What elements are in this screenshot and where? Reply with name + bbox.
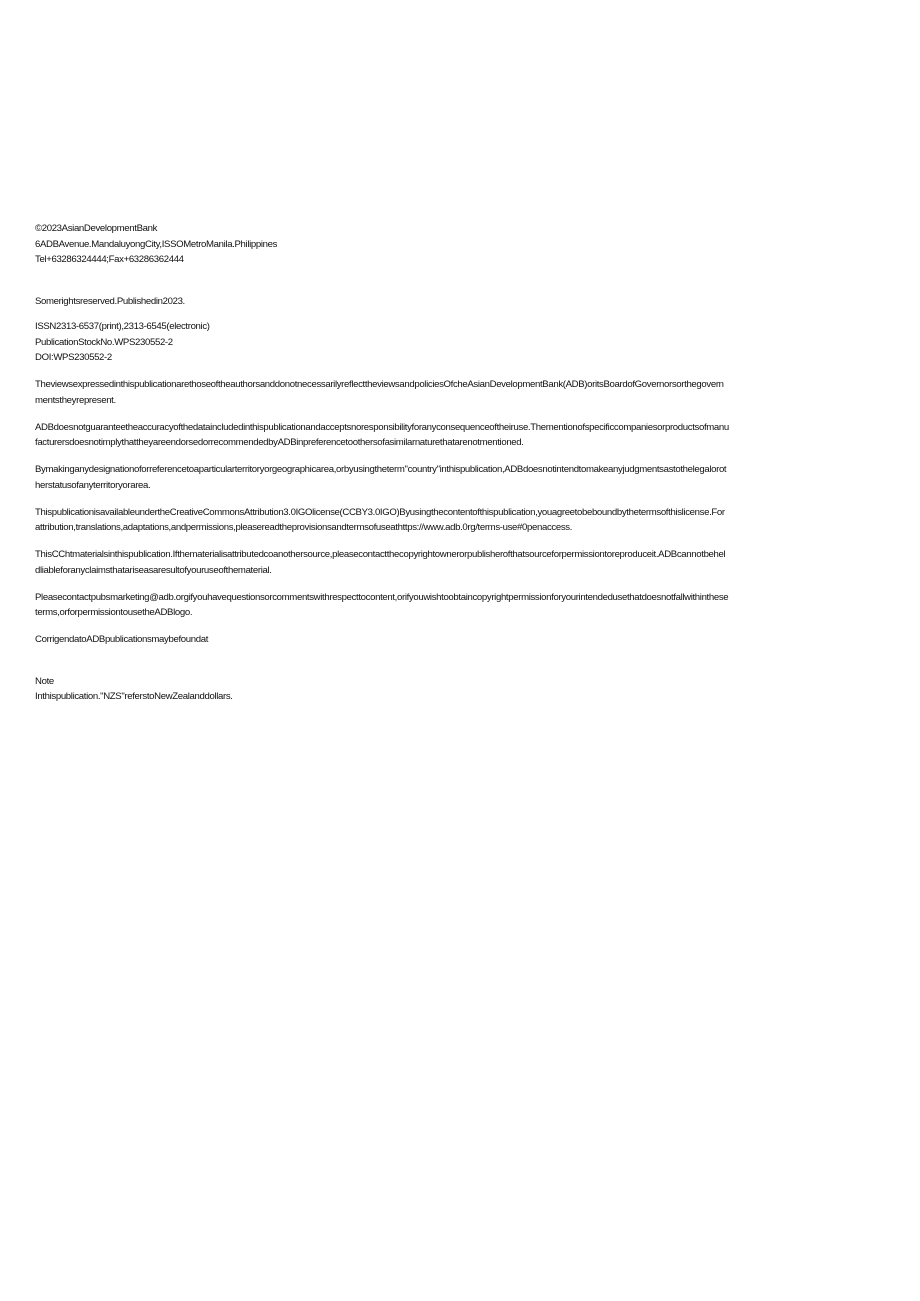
- contact-line-2: terms,orforpermissiontousetheADBlogo.: [35, 607, 193, 618]
- note-text: Inthispublication."NZS"referstoNewZealanddollars.: [35, 691, 233, 702]
- designation-line-1: Bymakinganydesignationoforreferencetoaparticularterritoryorgeographicarea,orbyusingtheterm"country"inthispublication,ADBdoesnotintendtomakeanyjudgmentsastothelegalorot: [35, 464, 727, 475]
- accuracy-disclaimer: [35, 420, 827, 451]
- accuracy-line-2: facturersdoesnotimplythattheyareendorsedorrecommendedbyADBinpreferencetoothersofasimilarnaturethatarenotmentioned.: [35, 437, 524, 448]
- note-heading: Note: [35, 675, 54, 687]
- views-disclaimer: [35, 377, 827, 408]
- address-line: 6ADBAvenue.MandaluyongCity,ISSOMetroManila.Philippines: [35, 238, 278, 250]
- views-line-1: TheviewsexpressedinthispublicationarethoseoftheauthorsanddonotnecessarilyreflecttheviewsandpoliciesOfcheAsianDevelopmentBank(ADB)oritsBoardofGovernorsorthegovern: [35, 379, 724, 390]
- license-notice: [35, 505, 827, 536]
- contact-line-1: Pleasecontactpubsmarketing@adb.orgifyouhavequestionsorcommentswithrespecttocontent,orifyouwishtoobtaincopyrightpermissionforyourintendedusethatdoesnotfallwithinthese: [35, 591, 729, 603]
- license-line-2: attribution,translations,adaptations,andpermissions,pleasereadtheprovisionsandtermsofuseathttps://www.adb.0rg/terms-use#0penaccess.: [35, 522, 573, 533]
- third-party-notice: [35, 547, 827, 578]
- stock-number-line: PublicationStockNo.WPS230552-2: [35, 336, 173, 348]
- rights-reserved: Somerightsreserved.Publishedin2023.: [35, 295, 185, 307]
- cc-line-2: dliableforanyclaimsthatariseasaresultofyouruseofthematerial.: [35, 564, 272, 576]
- issn-line: ISSN2313-6537(print),2313-6545(electronic): [35, 321, 210, 332]
- contact-notice: [35, 590, 827, 621]
- identifiers-block: [35, 319, 827, 366]
- note-block: [35, 674, 827, 705]
- views-line-2: mentstheyrepresent.: [35, 394, 116, 406]
- doi-line: DOI:WPS230552-2: [35, 352, 112, 363]
- copyright-page: [35, 221, 827, 705]
- copyright-line: ©2023AsianDevelopmentBank: [35, 223, 158, 234]
- accuracy-line-1: ADBdoesnotguaranteetheaccuracyofthedataincludedinthispublicationandacceptsnoresponsibilityforanyconsequenceoftheiruse.Thementionofspecificcompaniesorproductsofmanu: [35, 421, 729, 433]
- license-line-1: ThispublicationisavailableundertheCreativeCommonsAttribution3.0IGOlicense(CCBY3.0IGO)Byusingthecontentofthispublication,youagreetobeboundbythetermsofthislicense.For: [35, 506, 725, 518]
- copyright-block: [35, 221, 827, 268]
- designation-line-2: herstatusofanyterritoryorarea.: [35, 479, 151, 491]
- corrigenda-notice: CorrigendatoADBpublicationsmaybefoundat: [35, 634, 209, 645]
- cc-line-1: ThisCChtmaterialsinthispublication.Ifthematerialisattributedcoanothersource,pleasecontactthecopyrightownerorpublisherofthatsourceforpermissiontoreproduceit.ADBcannotbehel: [35, 549, 726, 560]
- designation-disclaimer: [35, 462, 827, 493]
- phone-fax-line: Tel+63286324444;Fax+63286362444: [35, 254, 184, 265]
